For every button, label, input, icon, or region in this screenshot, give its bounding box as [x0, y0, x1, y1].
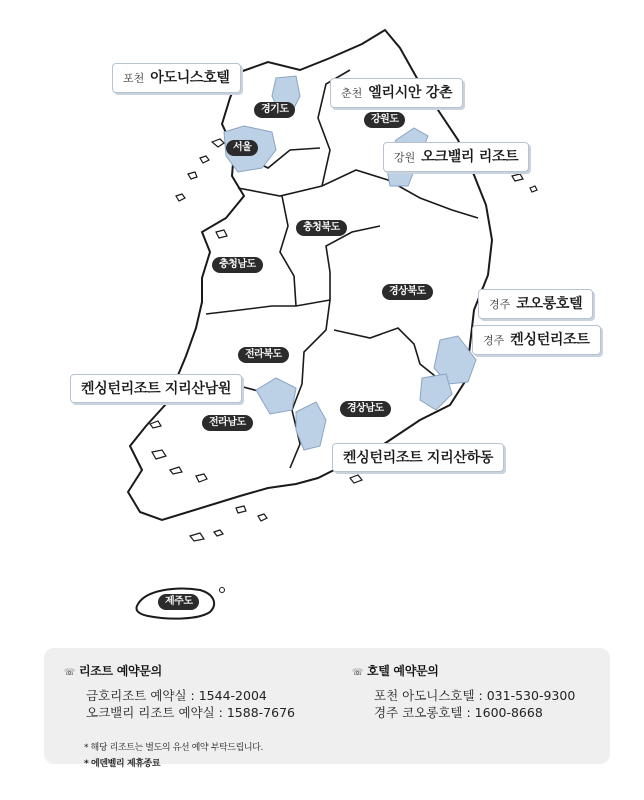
callout-city: 포천	[123, 72, 145, 85]
phone-icon: ☏	[352, 668, 363, 678]
hotel-reservation-title: 호텔 예약문의	[366, 664, 439, 678]
resort-line: 금호리조트 예약실 : 1544-2004	[86, 688, 267, 703]
callout-kensington-namwon	[70, 374, 242, 403]
callout-kensington-gyeongju	[472, 325, 601, 355]
callout-city: 경주	[489, 298, 511, 311]
callout-city: 강원	[394, 151, 416, 164]
resort-line: 오크밸리 리조트 예약실 : 1588-7676	[86, 705, 295, 720]
region-seoul: 서울	[226, 140, 258, 156]
callout-kensington-hadong	[332, 443, 504, 472]
callout-city: 경주	[483, 334, 505, 347]
callout-name: 켄싱턴리조트 지리산하동	[343, 450, 494, 466]
region-chungnam: 충청남도	[212, 257, 263, 273]
region-jeonbuk: 전라북도	[238, 347, 289, 363]
callout-kolon-hotel	[478, 289, 593, 319]
region-gyeongbuk: 경상북도	[382, 284, 433, 300]
hotel-reservation-section	[352, 662, 575, 721]
hotel-line: 경주 코오롱호텔 : 1600-8668	[374, 705, 543, 720]
region-gyeonggi: 경기도	[254, 102, 295, 118]
callout-name: 코오롱호텔	[516, 296, 583, 312]
note-eden-valley-ended: * 에덴벨리 제휴종료	[84, 759, 161, 769]
resort-reservation-title: 리조트 예약문의	[78, 664, 162, 678]
resort-reservation-section	[64, 662, 295, 721]
reservation-info-box	[44, 648, 610, 769]
callout-name: 오크밸리 리조트	[421, 149, 519, 165]
callout-city: 춘천	[341, 87, 363, 100]
note-separate-booking: * 해당 리조트는 별도의 유선 예약 부탁드립니다.	[84, 743, 263, 753]
callout-oakvalley-resort	[383, 142, 529, 172]
callout-adonis-hotel	[112, 63, 241, 93]
callout-name: 엘리시안 강촌	[368, 85, 453, 101]
region-jeonnam: 전라남도	[202, 415, 253, 431]
region-gyeongnam: 경상남도	[340, 401, 391, 417]
hotel-line: 포천 아도니스호텔 : 031-530-9300	[374, 688, 576, 703]
callout-name: 아도니스호텔	[150, 70, 230, 86]
callout-name: 켄싱턴리조트	[510, 332, 590, 348]
callout-name: 켄싱턴리조트 지리산남원	[81, 381, 232, 397]
region-chungbuk: 충청북도	[296, 220, 347, 236]
region-jeju: 제주도	[158, 594, 199, 610]
region-gangwon: 강원도	[364, 112, 405, 128]
callout-elysian-gangchon	[330, 78, 463, 108]
phone-icon: ☏	[64, 668, 75, 678]
